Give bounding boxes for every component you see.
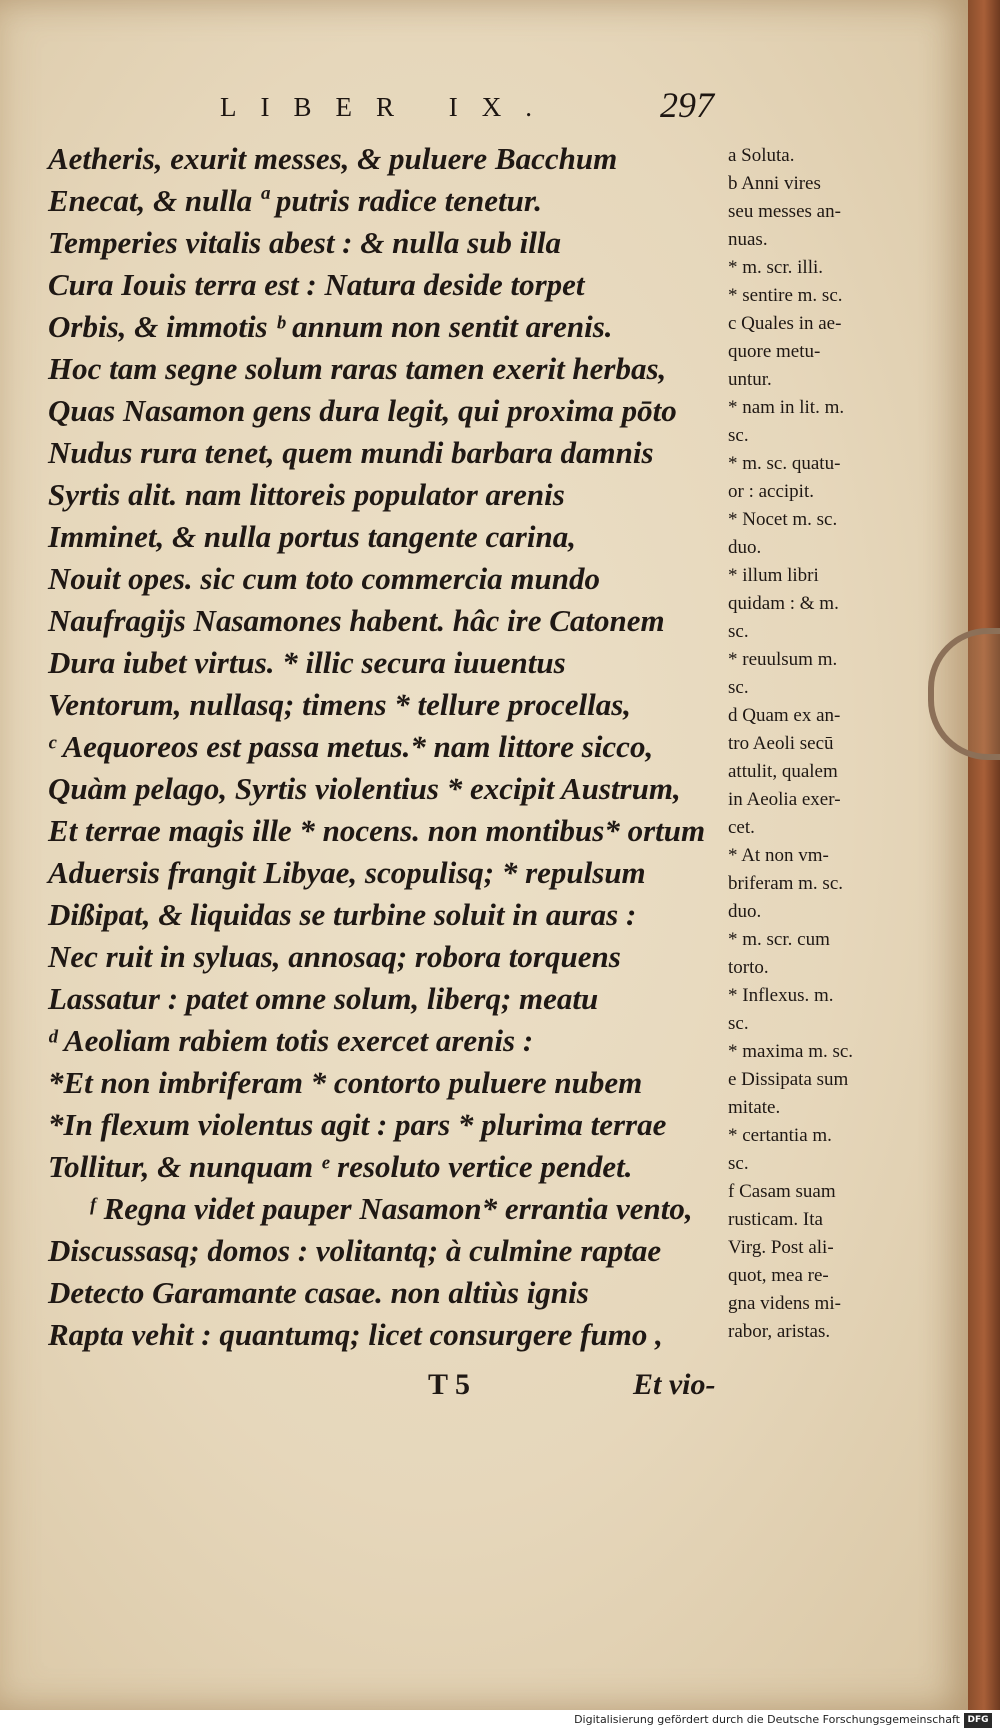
marginal-note: * m. sc. quatu- <box>728 453 841 474</box>
page-number: 297 <box>660 85 714 125</box>
marginal-note: d Quam ex an- <box>728 705 841 726</box>
verse-line: Orbis, & immotis ᵇ annum non sentit arenis. <box>48 309 613 344</box>
verse-line: ᶠ Regna videt pauper Nasamon* errantia vento, <box>90 1191 693 1226</box>
verse-line: Detecto Garamante casae. non altiùs ignis <box>48 1275 589 1310</box>
verse-line: *Et non imbriferam * contorto puluere nubem <box>48 1065 643 1100</box>
verse-line: ᵈ Aeoliam rabiem totis exercet arenis : <box>48 1023 534 1058</box>
marginal-note: duo. <box>728 901 762 922</box>
marginal-note: * certantia m. <box>728 1125 832 1146</box>
marginal-note: Virg. Post ali- <box>728 1237 834 1258</box>
marginal-note: sc. <box>728 1153 749 1174</box>
dfg-logo: DFG <box>964 1713 992 1728</box>
verse-line: Imminet, & nulla portus tangente carina, <box>48 519 576 554</box>
verse-line: Nec ruit in syluas, annosaq; robora torquens <box>48 939 621 974</box>
verse-line: Et terrae magis ille * nocens. non montibus* ortum <box>48 813 706 848</box>
marginal-note: f Casam suam <box>728 1181 836 1202</box>
book-edge <box>968 0 1000 1710</box>
verse-line: Hoc tam segne solum raras tamen exerit herbas, <box>48 351 667 386</box>
verse-line: ᶜ Aequoreos est passa metus.* nam littore sicco, <box>48 729 654 764</box>
marginal-note: quidam : & m. <box>728 593 839 614</box>
verse-line: Quàm pelago, Syrtis violentius * excipit Austrum, <box>48 771 681 806</box>
marginal-note: b Anni vires <box>728 173 821 194</box>
marginal-note: sc. <box>728 677 749 698</box>
marginal-note: nuas. <box>728 229 768 250</box>
verse-line: Dura iubet virtus. * illic secura iuuentus <box>48 645 566 680</box>
verse-line: Syrtis alit. nam littoreis populator arenis <box>48 477 565 512</box>
verse-line: Ventorum, nullasq; timens * tellure procellas, <box>48 687 632 722</box>
marginal-note: * reuulsum m. <box>728 649 838 670</box>
marginal-note: untur. <box>728 369 772 390</box>
verse-line: Rapta vehit : quantumq; licet consurgere fumo , <box>48 1317 663 1352</box>
running-head: LIBER IX. <box>220 92 556 122</box>
verse-line: Cura Iouis terra est : Natura deside torpet <box>48 267 585 302</box>
verse-line: *In flexum violentus agit : pars * plurima terrae <box>48 1107 667 1142</box>
marginal-note: sc. <box>728 621 749 642</box>
marginal-note: duo. <box>728 537 762 558</box>
marginal-note: a Soluta. <box>728 145 795 166</box>
marginal-note: rusticam. Ita <box>728 1209 823 1230</box>
marginal-note: * sentire m. sc. <box>728 285 843 306</box>
marginal-note: * nam in lit. m. <box>728 397 845 418</box>
marginal-note: * At non vm- <box>728 845 829 866</box>
marginal-note: torto. <box>728 957 769 978</box>
verse-line: Quas Nasamon gens dura legit, qui proxima pōto <box>48 393 677 428</box>
marginal-note: sc. <box>728 1013 749 1034</box>
marginal-note: sc. <box>728 425 749 446</box>
verse-block <box>48 138 728 1356</box>
verse-line: Naufragijs Nasamones habent. hâc ire Catonem <box>48 603 665 638</box>
marginal-notes <box>728 142 908 1346</box>
marginal-note: briferam m. sc. <box>728 873 844 894</box>
verse-line: Temperies vitalis abest : & nulla sub illa <box>48 225 561 260</box>
verse-line: Nouit opes. sic cum toto commercia mundo <box>48 561 600 596</box>
marginal-note: * Nocet m. sc. <box>728 509 838 530</box>
catchword: Et vio- <box>633 1368 716 1401</box>
marginal-note: * illum libri <box>728 565 819 586</box>
verse-line: Tollitur, & nunquam ᵉ resoluto vertice pendet. <box>48 1149 633 1184</box>
marginal-note: * Inflexus. m. <box>728 985 834 1006</box>
verse-line: Discussasq; domos : volitantq; à culmine raptae <box>48 1233 662 1268</box>
page-header <box>220 84 740 124</box>
verse-line: Lassatur : patet omne solum, liberq; meatu <box>48 981 599 1016</box>
verse-line: Dißipat, & liquidas se turbine soluit in auras : <box>48 897 637 932</box>
marginal-note: attulit, qualem <box>728 761 838 782</box>
verse-line: Aduersis frangit Libyae, scopulisq; * repulsum <box>48 855 646 890</box>
verse-line: Nudus rura tenet, quem mundi barbara damnis <box>48 435 654 470</box>
marginal-note: tro Aeoli secū <box>728 733 834 754</box>
marginal-note: cet. <box>728 817 755 838</box>
marginal-note: e Dissipata sum <box>728 1069 849 1090</box>
marginal-note: seu messes an- <box>728 201 841 222</box>
marginal-note: quore metu- <box>728 341 821 362</box>
verse-line: Aetheris, exurit messes, & puluere Bacchum <box>48 141 618 176</box>
signature-mark: T 5 <box>428 1368 470 1401</box>
verse-line: Enecat, & nulla ª putris radice tenetur. <box>48 183 542 218</box>
marginal-note: * m. scr. illi. <box>728 257 823 278</box>
marginal-note: gna videns mi- <box>728 1293 841 1314</box>
marginal-note: * maxima m. sc. <box>728 1041 854 1062</box>
marginal-note: or : accipit. <box>728 481 814 502</box>
marginal-note: c Quales in ae- <box>728 313 842 334</box>
marginal-note: quot, mea re- <box>728 1265 829 1286</box>
funding-credit: Digitalisierung gefördert durch die Deutsche Forschungsgemeinschaft <box>574 1713 960 1726</box>
marginal-note: * m. scr. cum <box>728 929 830 950</box>
catchword-row <box>48 1368 728 1408</box>
marginal-note: rabor, aristas. <box>728 1321 831 1342</box>
marginal-note: mitate. <box>728 1097 781 1118</box>
marginal-note: in Aeolia exer- <box>728 789 841 810</box>
